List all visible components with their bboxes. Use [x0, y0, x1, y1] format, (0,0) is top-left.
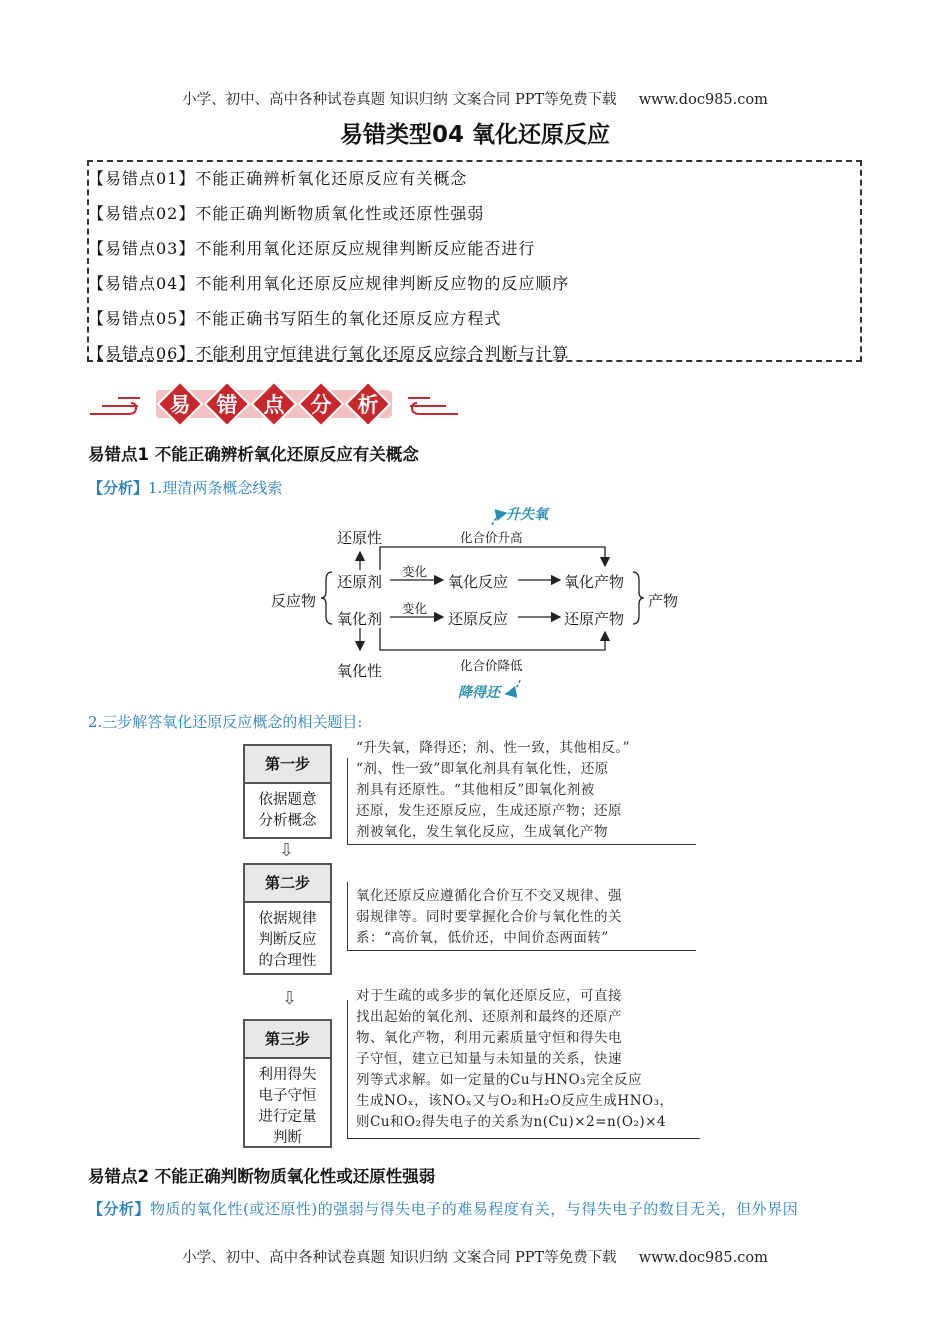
- section2-analysis: [88, 1198, 798, 1219]
- toc-item-1: 【易错点01】不能正确辨析氧化还原反应有关概念: [88, 169, 468, 188]
- step-intro: 2.三步解答氧化还原反应概念的相关题目:: [88, 713, 363, 731]
- oxidation-reaction-label: 氧化反应: [448, 573, 509, 591]
- step-3-text-line: 子守恒，建立已知量与未知量的关系，快速: [356, 1051, 622, 1067]
- header-text: 小学、初中、高中各种试卷真题 知识归纳 文案合同 PPT等免费下载: [182, 92, 617, 108]
- step-3-body: [245, 1059, 330, 1155]
- toc-item-4: 【易错点04】不能利用氧化还原反应规律判断反应物的反应顺序: [88, 274, 570, 293]
- down-arrow-icon: ⇩: [279, 840, 295, 861]
- footer-text: 小学、初中、高中各种试卷真题 知识归纳 文案合同 PPT等免费下载: [182, 1250, 617, 1266]
- step-3-body-line: 利用得失: [258, 1067, 317, 1083]
- reducing-nature-label: 还原性: [337, 529, 383, 547]
- step-2-head: 第二步: [245, 865, 330, 903]
- step-2-text-line: 系：“高价氧，低价还，中间价态两面转”: [356, 930, 609, 946]
- step-1-text-line: “剂、性一致”即氧化剂具有氧化性，还原: [356, 761, 609, 777]
- step-1-text: [356, 738, 630, 843]
- note-up: 升失氧: [506, 507, 548, 523]
- step-2-body-line: 判断反应: [258, 932, 317, 948]
- down-arrow-icon: ⇩: [282, 988, 298, 1009]
- banner-char: 点: [263, 393, 285, 417]
- analysis-tag: 【分析】: [88, 1200, 151, 1218]
- valence-down-label: 化合价降低: [460, 658, 523, 673]
- toc-item-3: 【易错点03】不能利用氧化还原反应规律判断反应能否进行: [88, 239, 536, 258]
- valence-up-label: 化合价升高: [460, 530, 523, 545]
- footer-url[interactable]: www.doc985.com: [638, 1250, 768, 1266]
- toc-item-2: 【易错点02】不能正确判断物质氧化性或还原性强弱: [88, 204, 485, 223]
- step-3-body-line: 进行定量: [258, 1109, 317, 1125]
- step-2-body-line: 的合理性: [258, 953, 317, 969]
- banner-char: 分: [310, 393, 332, 417]
- step-2-text-line: 弱规律等。同时要掌握化合价与氧化性的关: [356, 909, 622, 925]
- banner-char: 易: [169, 393, 191, 417]
- step-3-head: 第三步: [245, 1021, 330, 1059]
- step-3-body-line: 判断: [273, 1130, 302, 1146]
- step-1-text-line: 剂被氧化，发生氧化反应，生成氧化产物: [356, 824, 608, 840]
- toc-item-5: 【易错点05】不能正确书写陌生的氧化还原反应方程式: [88, 309, 502, 328]
- reactants-label: 反应物: [271, 592, 317, 610]
- step-2-body: [245, 903, 330, 978]
- page-footer: [0, 1246, 950, 1267]
- step-3-text: [356, 986, 674, 1133]
- note-down: 降得还: [458, 685, 500, 701]
- oxidizing-nature-label: 氧化性: [337, 662, 383, 680]
- step-3-text-line: 物、氧化产物，利用元素质量守恒和得失电: [356, 1030, 622, 1046]
- analysis-tag: 【分析】: [88, 479, 149, 497]
- step-3-text-line: 列等式求解。如一定量的Cu与HNO₃完全反应: [356, 1072, 643, 1088]
- oxidizing-agent-label: 氧化剂: [337, 610, 383, 628]
- step-1-text-line: 还原，发生还原反应，生成还原产物；还原: [356, 803, 622, 819]
- step-1-head: 第一步: [245, 746, 330, 784]
- step-1-body-line: 分析概念: [258, 813, 317, 829]
- step-1-text-line: “升失氧，降得还；剂、性一致，其他相反。”: [356, 740, 631, 756]
- step-2-text-line: 氧化还原反应遵循化合价互不交叉规律、强: [356, 888, 622, 904]
- step-1-text-line: 剂具有还原性。“其他相反”即氧化剂被: [356, 782, 595, 798]
- toc-item-6: 【易错点06】不能利用守恒律进行氧化还原反应综合判断与计算: [88, 344, 570, 363]
- section2-heading: 易错点2 不能正确判断物质氧化性或还原性强弱: [88, 1167, 436, 1186]
- change-label-2: 变化: [402, 601, 428, 616]
- products-label: 产物: [648, 592, 679, 610]
- step-1-body-line: 依据题意: [258, 792, 317, 808]
- section1-heading: 易错点1 不能正确辨析氧化还原反应有关概念: [88, 445, 419, 464]
- reducing-agent-label: 还原剂: [337, 573, 383, 591]
- step-2-body-line: 依据规律: [258, 911, 317, 927]
- step-3-text-line: 对于生疏的或多步的氧化还原反应，可直接: [356, 988, 622, 1004]
- step-3-text-line: 生成NOₓ，该NOₓ又与O₂和H₂O反应生成HNO₃，: [356, 1093, 674, 1109]
- step-2-box: [243, 863, 332, 975]
- header-url[interactable]: www.doc985.com: [638, 92, 768, 108]
- step-1-body: [245, 784, 330, 838]
- step-3-body-line: 电子守恒: [258, 1088, 317, 1104]
- banner-char: 错: [216, 393, 238, 417]
- step-3-text-line: 则Cu和O₂得失电子的关系为n(Cu)×2=n(O₂)×4: [356, 1114, 667, 1130]
- reduction-product-label: 还原产物: [564, 610, 625, 628]
- analysis-text: 物质的氧化性(或还原性)的强弱与得失电子的难易程度有关，与得失电子的数目无关，但外界因: [150, 1200, 799, 1218]
- banner-char: 析: [357, 393, 379, 417]
- change-label-1: 变化: [402, 564, 428, 579]
- oxidation-product-label: 氧化产物: [564, 573, 625, 591]
- reduction-reaction-label: 还原反应: [448, 610, 509, 628]
- step-3-text-line: 找出起始的氧化剂、还原剂和最终的还原产: [356, 1009, 622, 1025]
- document-title: 易错类型04 氧化还原反应: [339, 122, 610, 148]
- step-1-box: [243, 744, 332, 839]
- step-2-text: [356, 886, 622, 949]
- analysis-text: 1.理清两条概念线索: [148, 479, 283, 497]
- step-3-box: [243, 1019, 332, 1148]
